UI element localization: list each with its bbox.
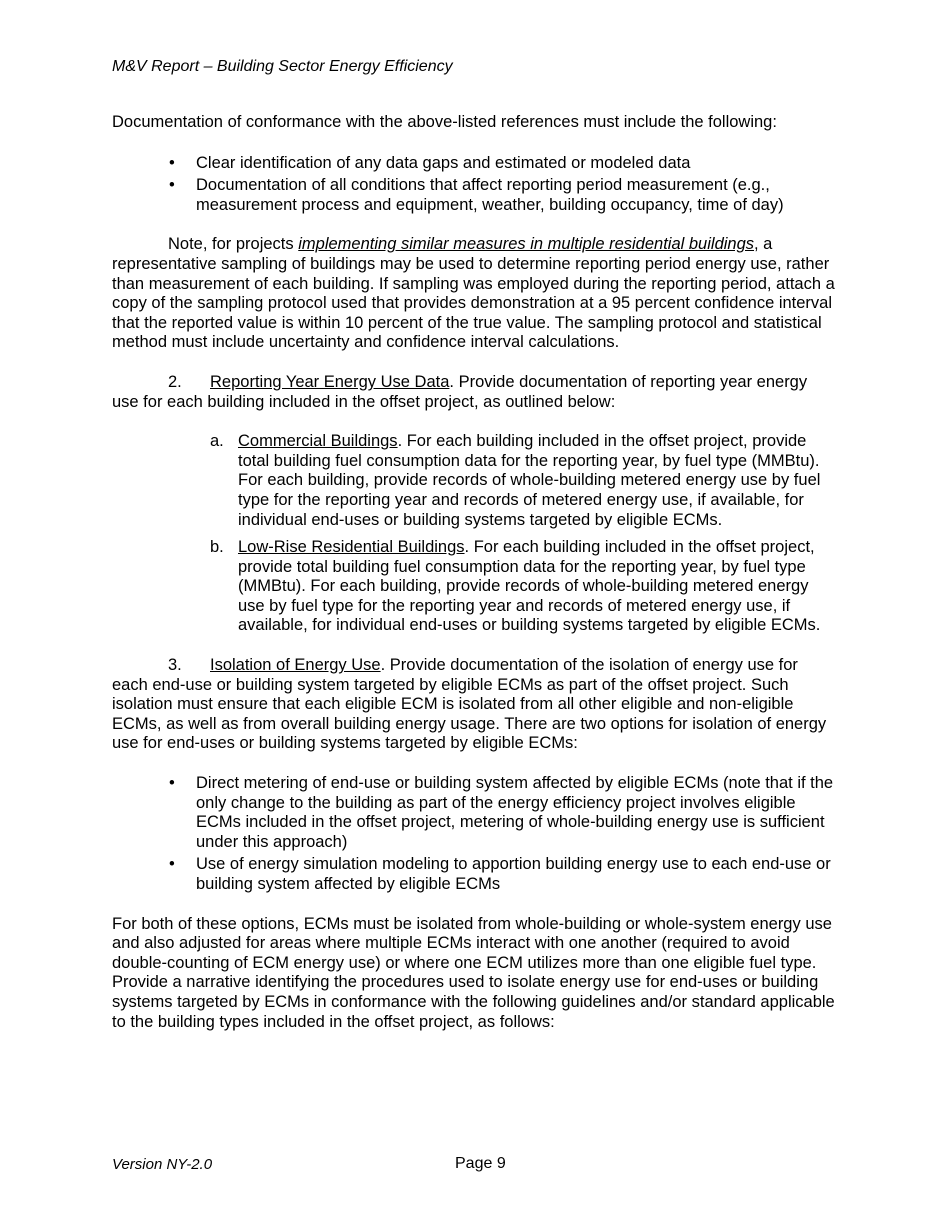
- building-types-list: [112, 432, 838, 636]
- note-paragraph: [112, 235, 838, 353]
- footer-page-number: Page 9: [455, 1155, 506, 1172]
- section-3-number: 3.: [168, 656, 182, 675]
- section-2-text: . Provide documentation of reporting year energy use for each building included in the offset project, as outlined below:: [112, 372, 808, 411]
- section-2-number: 2.: [168, 372, 182, 391]
- low-rise-residential-heading: Low-Rise Residential Buildings: [238, 538, 465, 557]
- list-item: • Direct metering of end-use or building system affected by eligible ECMs (note that if the only change to the building as part of the energy efficiency project involves eligible ECMs included in the offset project, metering of whole-building energy use is sufficient under this approach): [112, 774, 838, 852]
- list-item: [112, 432, 838, 530]
- item-marker: a.: [210, 432, 224, 451]
- commercial-buildings-heading: Commercial Buildings: [238, 432, 398, 451]
- note-prefix: Note, for projects: [168, 235, 299, 254]
- list-item: • Clear identification of any data gaps and estimated or modeled data: [112, 154, 838, 174]
- commercial-buildings-text: . For each building included in the offset project, provide total building fuel consumption data for the reporting year, by fuel type (MMBtu). For each building, provide records of whole-building metered energy use by fuel type for the reporting year and records of metered energy use, if available, for individual end-uses or building systems targeted by eligible ECMs.: [238, 432, 821, 529]
- list-item: • Documentation of all conditions that affect reporting period measurement (e.g., measurement process and equipment, weather, building occupancy, time of day): [112, 176, 838, 215]
- section-2-paragraph: [112, 373, 838, 412]
- item-marker: b.: [210, 538, 224, 557]
- low-rise-residential-text: . For each building included in the offset project, provide total building fuel consumption data for the reporting year, by fuel type (MMBtu). For each building, provide records of whole-building metered energy use by fuel type for the reporting year and records of metered energy use, if available, for individual end-uses or building systems targeted by eligible ECMs.: [238, 538, 821, 635]
- list-item: [112, 538, 838, 636]
- footer-version: Version NY-2.0: [112, 1156, 213, 1173]
- section-3-heading: Isolation of Energy Use: [210, 656, 381, 675]
- section-3-text: . Provide documentation of the isolation of energy use for each end-use or building system targeted by eligible ECMs as part of the offset project. Such isolation must ensure that each eligible ECM is isolated from all other eligible and non-eligible ECMs, as well as from overall building energy usage. There are two options for isolation of energy use for end-uses or building systems targeted by eligible ECMs:: [112, 656, 827, 753]
- document-body: [112, 113, 838, 1032]
- note-suffix: , a representative sampling of buildings may be used to determine reporting period energy use, rather than measurement of each building. If sampling was employed during the reporting period, attach a copy of the sampling protocol used that provides demonstration at a 95 percent confidence interval that the reported value is within 10 percent of the true value. The sampling protocol and statistical method must include uncertainty and confidence interval calculations.: [112, 235, 835, 352]
- page-header: M&V Report – Building Sector Energy Efficiency: [112, 58, 453, 75]
- note-emphasis: implementing similar measures in multiple residential buildings: [298, 235, 755, 254]
- list-item: • Use of energy simulation modeling to apportion building energy use to each end-use or building system affected by eligible ECMs: [112, 855, 838, 894]
- section-2-heading: Reporting Year Energy Use Data: [210, 372, 450, 391]
- isolation-options-list: [112, 774, 838, 895]
- conformance-list: [112, 154, 838, 216]
- section-3-paragraph: [112, 656, 838, 754]
- closing-paragraph: For both of these options, ECMs must be isolated from whole-building or whole-system energy use and also adjusted for areas where multiple ECMs interact with one another (required to avoid double-counting of ECM energy use) or where one ECM utilizes more than one eligible fuel type. Provide a narrative identifying the procedures used to isolate energy use for end-uses or building systems targeted by ECMs in conformance with the following guidelines and/or standard applicable to the building types included in the offset project, as follows:: [112, 914, 835, 1031]
- intro-paragraph: Documentation of conformance with the above-listed references must include the following:: [112, 113, 777, 131]
